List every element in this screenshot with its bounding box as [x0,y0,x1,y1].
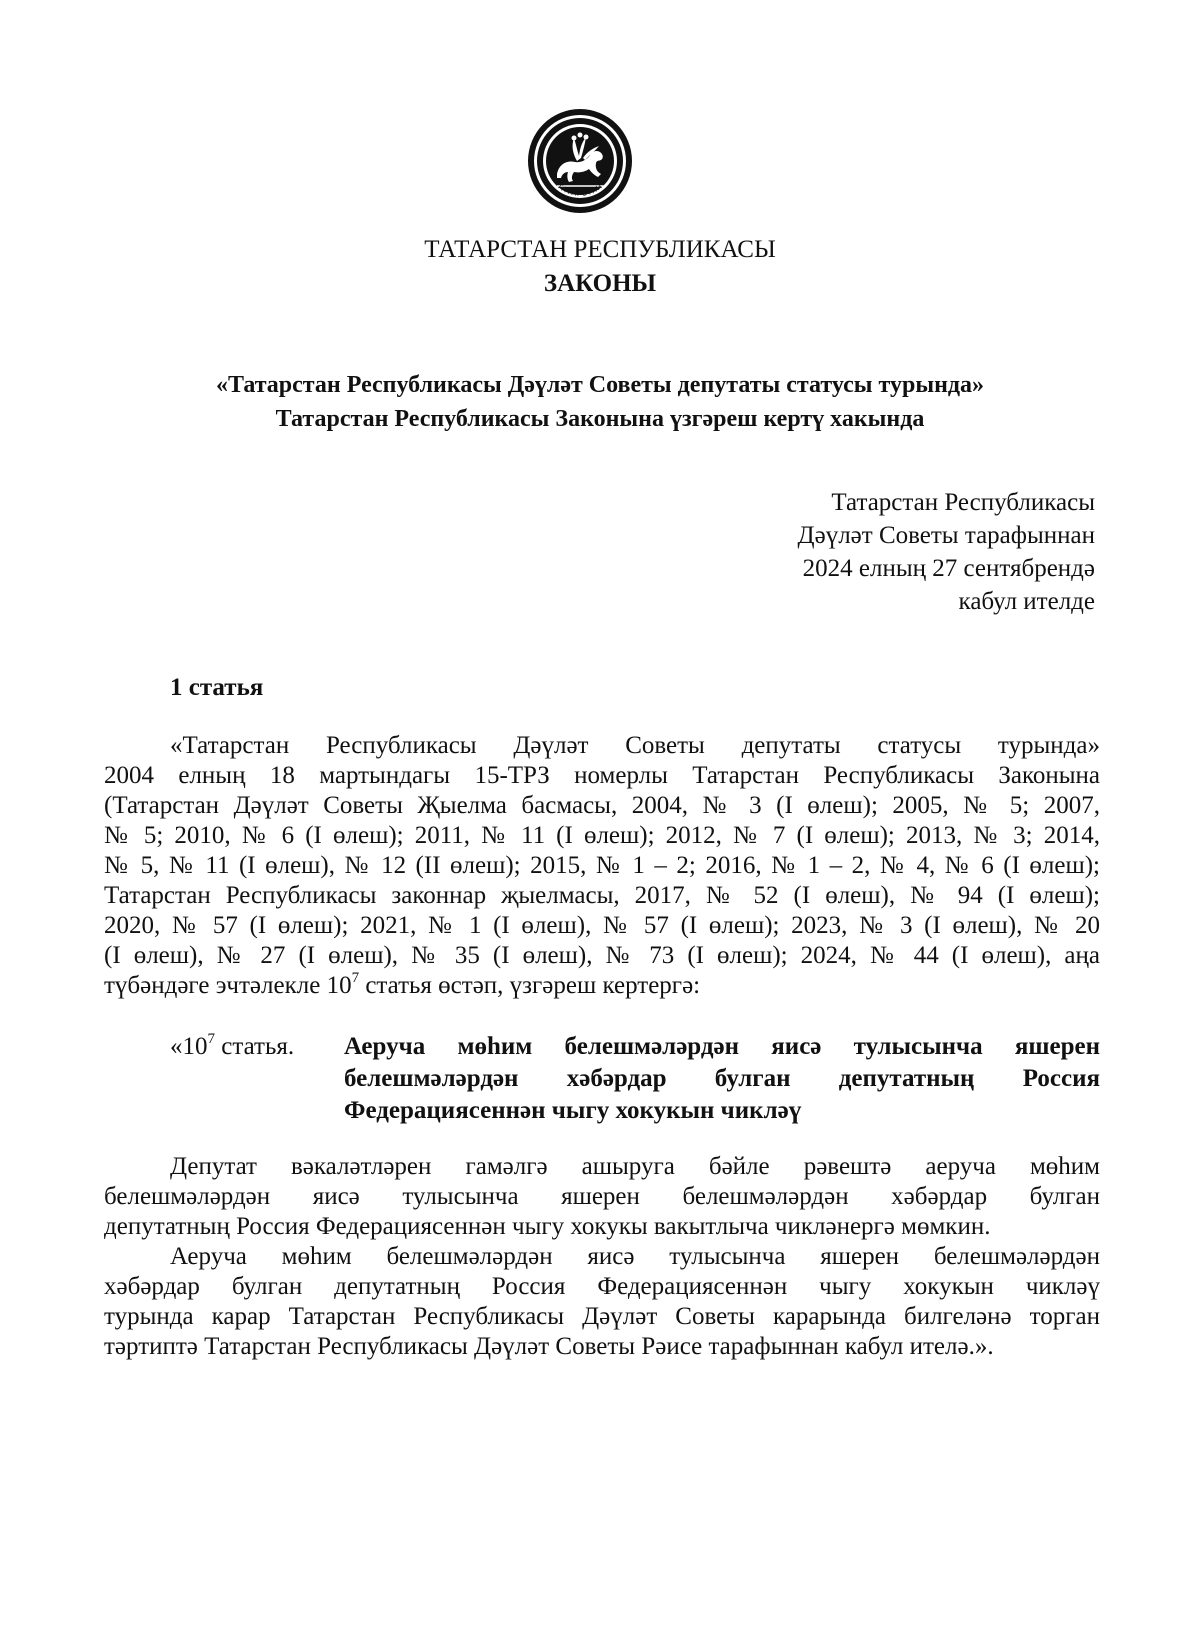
article-word: статья. [215,1033,295,1060]
article-heading: 1 статья [170,674,264,701]
paragraph-text: статья өстәп, үзгәреш кертергә: [359,972,701,999]
paragraph-line [104,971,1100,1001]
paragraph-line: (I өлеш), № 27 (I өлеш), № 35 (I өлеш), № 73 (I өлеш); 2024, № 44 (I өлеш), аңа [104,942,1100,969]
svg-text:ТАТАРСТАН: ТАТАРСТАН [555,182,605,198]
article-number-text: «10 [170,1033,208,1060]
title-line: Аеруча мөһим белешмәләрдән яисә тулысынча яшерен [344,1033,1100,1060]
document-type: ЗАКОНЫ [543,270,657,297]
new-article-title [344,1031,1100,1127]
law-title-line-1: «Татарстан Республикасы Дәүләт Советы депутаты статусы турында» [215,372,985,398]
paragraph-line: Татарстан Республикасы законнар җыелмасы, 2017, № 52 (I өлеш), № 94 (I өлеш); [104,882,1100,909]
new-article-paragraph-1 [104,1152,1100,1242]
law-title-line-2: Татарстан Республикасы Законына үзгәреш кертү хакында [275,406,925,432]
title-line: Федерациясеннән чыгу хокукын чикләү [344,1097,802,1124]
paragraph-line: № 5; 2010, № 6 (I өлеш); 2011, № 11 (I өлеш); 2012, № 7 (I өлеш); 2013, № 3; 2014, [104,822,1100,849]
paragraph-line: № 5, № 11 (I өлеш), № 12 (II өлеш); 2015, № 1 – 2; 2016, № 1 – 2, № 4, № 6 (I өлеш); [104,852,1100,879]
coat-of-arms-icon [527,108,633,214]
adoption-line: Татарстан Республикасы [831,489,1095,516]
article-1-paragraph [104,731,1100,1001]
paragraph-line: Депутат вәкаләтләрен гамәлгә ашыруга бәйле рәвештә аеруча мөһим [170,1153,1100,1180]
paragraph-line: 2020, № 57 (I өлеш); 2021, № 1 (I өлеш), № 57 (I өлеш); 2023, № 3 (I өлеш), № 20 [104,912,1100,939]
paragraph-line: хәбәрдар булган депутатның Россия Федерациясеннән чыгу хокукын чикләү [104,1273,1100,1300]
republic-name: ТАТАРСТАН РЕСПУБЛИКАСЫ [424,236,776,263]
title-line: белешмәләрдән хәбәрдар булган депутатның Россия [344,1065,1100,1092]
paragraph-line: белешмәләрдән яисә тулысынча яшерен белешмәләрдән хәбәрдар булган [104,1183,1100,1210]
adoption-block [798,486,1095,618]
superscript: 7 [351,969,360,986]
paragraph-line: Аеруча мөһим белешмәләрдән яисә тулысынча яшерен белешмәләрдән [170,1243,1100,1270]
paragraph-line: (Татарстан Дәүләт Советы Җыелма басмасы, 2004, № 3 (I өлеш); 2005, № 5; 2007, [104,792,1100,819]
paragraph-line: «Татарстан Республикасы Дәүләт Советы депутаты статусы турында» [170,732,1100,759]
superscript: 7 [207,1030,215,1047]
paragraph-text: түбәндәге эчтәлекле 10 [104,972,352,999]
adoption-line: Дәүләт Советы тарафыннан [797,522,1095,549]
paragraph-line: турында карар Татарстан Республикасы Дәүләт Советы карарында билгеләнә торган [104,1303,1100,1330]
new-article-paragraph-2 [104,1242,1100,1362]
new-article-number [170,1031,294,1063]
paragraph-line: депутатның Россия Федерациясеннән чыгу хокукы вакытлыча чикләнергә мөмкин. [104,1213,991,1240]
paragraph-line: 2004 елның 18 мартындагы 15-ТРЗ номерлы Татарстан Республикасы Законына [104,762,1100,789]
adoption-line: 2024 елның 27 сентябрендә [802,555,1095,582]
adoption-line: кабул ителде [958,588,1095,615]
paragraph-line: тәртиптә Татарстан Республикасы Дәүләт Советы Рәисе тарафыннан кабул ителә.». [104,1333,994,1360]
